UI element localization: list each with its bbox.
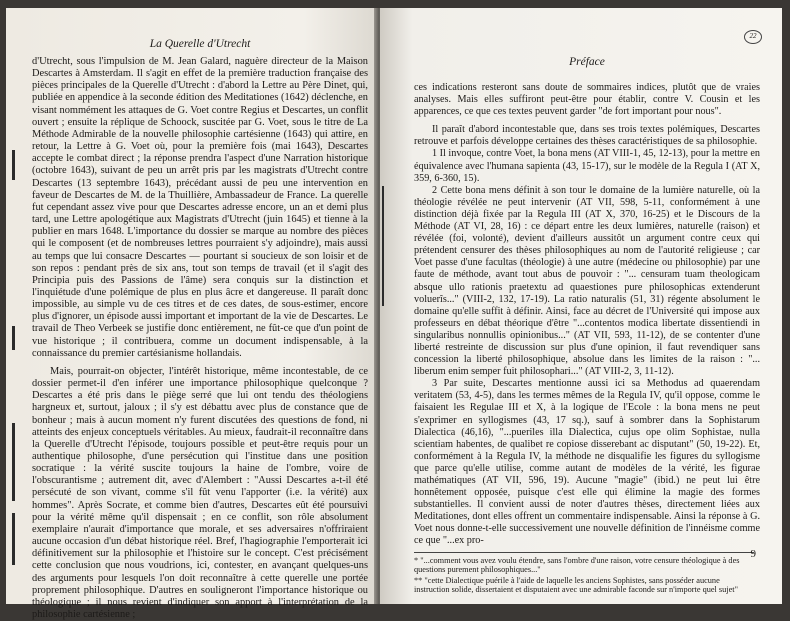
right-paragraph-1: ces indications resteront sans doute de sommaires indices, plutôt que de vraies analyses. Mais elles suffiront peut-être pour établir, contre V. Cousin et les apparences, ce que ces textes peuvent garder "de fort important pour nous".: [414, 82, 760, 118]
right-paragraph-2: Il paraît d'abord incontestable que, dans ses trois textes polémiques, Descartes retrouve et parfois développe certaines des thèses caractéristiques de sa philosophie.: [414, 124, 760, 148]
right-running-head: Préface: [569, 56, 605, 68]
right-page: [380, 8, 782, 604]
left-page: [6, 8, 378, 621]
left-paragraph-1: d'Utrecht, sous l'impulsion de M. Jean Galard, naguère directeur de la Maison Descartes à Amsterdam. Il s'agit en effet de la première traduction française des pièces principales de la Querelle d'Utrecht : d'abord la Lettre au Père Dinet, qui, publiée en appendice à la seconde édition des Meditationes (1642) déclenche, en visant nommément les attaques de G. Voet contre Regius et Descartes, un conflit ouvert ; ensuite la réplique de Schoock, suscitée par G. Voet, sous le titre de La Méthode Admirable de la nouvelle philosophie cartésienne (1643) qui attire, en retour, la Lettre à G. Voet où, pour la première fois (mai 1643), Descartes accepte le combat direct ; la réponse prendra l'aspect d'une Narration historique (octobre 1643), suivant de peu un arrêt pris par les magistrats d'Utrecht contre Descartes (13 septembre 1643), précédant aussi de peu une intervention en faveur de Descartes de M. de la Thuillière, Ambassadeur de France. La querelle fut cependant assez vive pour que Descartes adresse encore, un an et demi plus tard, une Lettre apologétique aux Magistrats d'Utrecht (juin 1645) et tienne à la publier en mars 1648. L'importance du dossier se marque au nombre des pièces qui le composent (et de nombreuses lettres pourraient s'y adjoindre), mais aussi au temps que lui consacre Descartes — pourtant si soucieux de son loisir et de son repos : pendant près de six ans, tout son temps de travail (et il s'agit des Principia puis des Passions de l'âme) sera conquis sur la distinction et l'inquiétude d'une polémique de plus en plus âcre et dangereuse. Il paraît donc impossible, au simple vu de ces titres et de ces dates, de sous-estimer, encore plus d'ignorer, un épisode aussi important et important de la vie de Descartes. Le travail de Theo Verbeek se justifie donc entièrement, ne fût-ce que d'un point de vue historique ; il contribuera, comme un document indispensable, à la connaissance du premier cartésianisme hollandais.: [32, 56, 368, 359]
margin-annotation-bar: [12, 423, 15, 501]
footnote-2: ** "cette Dialectique puérile à l'aide de laquelle les anciens Sophistes, sans posséder aucune instruction solide, dissertaient et disputaient avec une admirable faconde sur n'importe quel sujet": [414, 575, 738, 595]
page-number: 9: [750, 548, 756, 560]
footnote-1: * "...comment vous avez voulu étendre, sans l'ombre d'une raison, votre censure théologique à des questions purement philosophiques...": [414, 555, 740, 575]
margin-annotation-bar: [12, 326, 15, 350]
right-paragraph-3: 1 Il invoque, contre Voet, la bona mens (AT VIII-1, 45, 12-13), pour la mettre en équivalence avec l'humana sapienta (43, 15-17), sur le modèle de la Regula I (AT X, 359, 6-360, 15).: [414, 148, 760, 184]
margin-annotation-bar: [12, 513, 15, 565]
right-paragraph-4: 2 Cette bona mens définit à son tour le domaine de la lumière naturelle, où la théologie révélée ne peut intervenir (AT VII, 598, 5-11, conformément à une distinction déjà fixée par la Regula III (AT X, 370, 16-25) et le Discours de la Méthode (AT VI, 28, 16) : ce départ entre les deux lumières, naturelle (raison) et révélée (foi, volonté), devient d'ailleurs aussitôt un argument contre ceux qui prétendent censurer des thèses philosophiques au nom de l'autorité religieuse ; car Voet passe d'une facultas (théologie) à une autre (médecine ou philosophie) par une faute de méthode, avant tout abus de pouvoir : "... censuram tuam theologicam absque ullo rationis praetextu ad quaestiones pure philosophicas extenderunt voluerîs..." (VIII-2, 132, 17-19). La ratio naturalis (51, 31) régente absolument le domaine qu'elle suffit à définir. Ainsi, face au décret de l'Université qui impose aux professeurs en débat théorique d'être "...contentos modica libertate dissentiendi in singularibus nonnullis opinionibus..." (AT VII, 593, 11-12), de se contenter d'une liberté restreinte de discussion sur plus d'une opinion, il faut revendiquer sans concession la liberté philosophique, absolue dans les limites de la raison : "... liberum enim semper fuit philosophari..." (AT VIII-2, 3, 11-12).: [414, 184, 760, 378]
handwritten-page-mark: 22: [744, 30, 762, 44]
left-paragraph-2: Mais, pourrait-on objecter, l'intérêt historique, même incontestable, de ce dossier permet-il d'en inférer une importance philosophique quelconque ? Descartes a été pris dans le piège serré que lui ont tendu des théologiens hargneux et, surtout, jaloux ; il s'y est débattu avec plus de constance que de bonheur ; mais à aucun moment n'y furent discutées des questions de fond, ni atteints des enjeux conceptuels véritables. Au mieux, faudrait-il reconnaître dans la Querelle d'Utrecht l'épisode, toujours possible et peut-être requis pour un authentique philosophe, d'une persécution qui l'institue dans une position socratique : la vérité suscite toujours la haine de l'ombre, voire de l'obscurantisme ; autrement dit, avec d'Alembert : "Aussi Descartes a-t-il été persécuté de son vivant, comme s'il fût venu l'apporter (i.e. la vérité) aux hommes". Après Socrate, et comme bien d'autres, Descartes eût été poursuivi pour la vérité même qu'il dispensait ; en ce conflit, son rôle absolument exemplaire n'aurait d'importance que morale, et ses adversaires n'offriraient aucune occasion d'un débat historique réel. Bref, l'hagiographie l'emporterait ici définitivement sur la philosophie et l'histoire sur le concept. C'est précisément cette conclusion que nous voudrions, ici, contester, en avançant quelques-uns des arguments pour lesquels l'on doit reconnaître à cette querelle une portée proprement philosophique. D'autres en souligneront l'importance historique ou théologique ; il nous revient d'indiquer son apport à l'interprétation de la philosophie cartésienne ;: [32, 365, 368, 621]
footnotes: [414, 552, 754, 595]
margin-annotation-bar: [12, 150, 15, 180]
left-running-head: La Querelle d'Utrecht: [149, 38, 251, 50]
right-paragraph-5: 3 Par suite, Descartes mentionne aussi ici sa Methodus ad quaerendam veritatem (53, 4-5), dans les termes mêmes de la Regula IV, qu'il oppose, comme le faisaient les Regulae III et X, à la logique de l'Ecole : la bona mens ne peut s'exprimer en syllogismes (43, 17 sq.), sauf à sombrer dans la Sophistarum Dialectica (46,16), "...pueriles illa Dialectica, cujus ope olim Sophistae, nulla scientiam habentes, de qualibet re copiose disserebant ac disputant" (50, 19-22). Et, conformément à la Regula IV, la méthode ne disqualifie les figures du syllogisme que parce qu'elle utilise, comme autant de modèles de la vérité, les figurae mathématiques (AT VII, 596, 19). Aucune "magie" (ibid.) ne peut lui être honnêtement opposée, puisque c'est elle qui élimine la magie des formes substantielles. Il convient aussi de noter d'autres thèses, directement liées aux Meditationes, dont elles offrent un commentaire indispensable. Ainsi la réponse à G. Voet nous donne-t-elle successivement une nouvelle définition de l'innéisme comme ce que "...ex pro-: [414, 378, 760, 547]
margin-annotation-bar: [382, 186, 384, 306]
